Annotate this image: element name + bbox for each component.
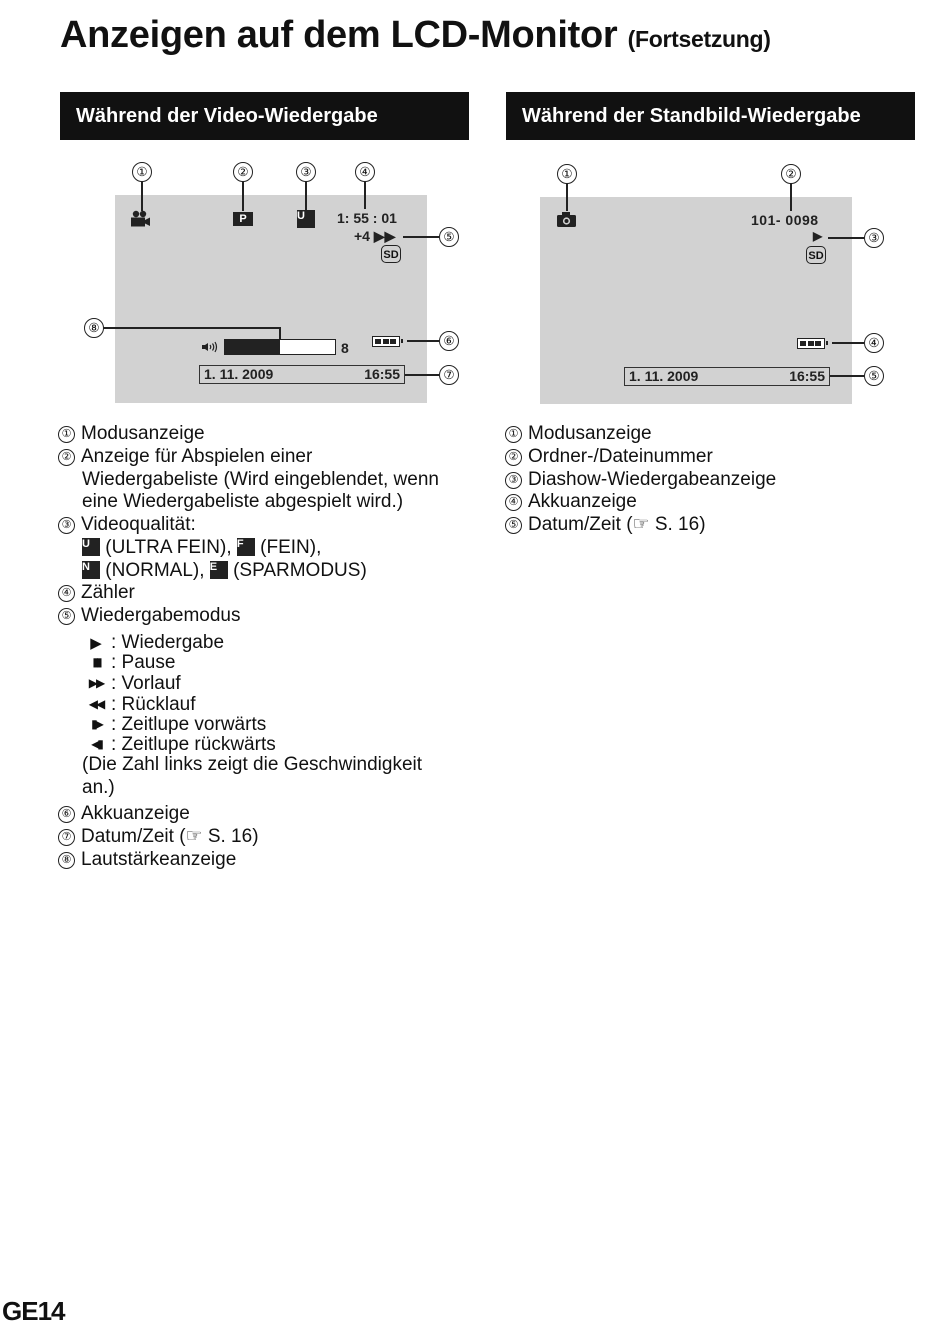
title-main: Anzeigen auf dem LCD-Monitor: [60, 14, 618, 56]
list-item-cont: eine Wiedergabeliste abgespielt wird.): [82, 491, 404, 512]
page-number: GE14: [2, 1296, 65, 1326]
date-time-box: [624, 367, 830, 386]
still-callout-5: ⑤: [864, 366, 884, 386]
list-item: ② Ordner-/Dateinummer: [505, 446, 713, 469]
list-item: ⑥ Akkuanzeige: [58, 803, 190, 826]
video-camera-icon: [129, 210, 151, 228]
leader-line: [305, 181, 307, 211]
list-item: ① Modusanzeige: [58, 423, 205, 446]
mode-label: : Pause: [111, 652, 176, 673]
slow-rewind-icon: ◀▮: [91, 737, 101, 751]
rewind-icon: ◀◀: [88, 697, 104, 711]
leader-line: [790, 183, 792, 211]
page-title: [60, 14, 771, 57]
date: 1. 11. 2009: [204, 366, 274, 382]
volume-level: 8: [341, 340, 349, 356]
leader-line: [832, 342, 864, 344]
leader-line: [141, 181, 143, 211]
play-icon: ▶: [90, 635, 102, 652]
still-callout-1: ①: [557, 164, 577, 184]
list-item: ⑦ Datum/Zeit (☞ S. 16): [58, 826, 259, 849]
time: 16:55: [789, 368, 825, 384]
volume-bar: [224, 339, 336, 355]
still-callout-2: ②: [781, 164, 801, 184]
time: 16:55: [364, 366, 400, 382]
list-item: ③ Diashow-Wiedergabeanzeige: [505, 469, 776, 492]
callout-8: ⑧: [84, 318, 104, 338]
mode-label: : Rücklauf: [111, 694, 196, 715]
slow-forward-icon: ▮▶: [91, 717, 101, 731]
callout-1: ①: [132, 162, 152, 182]
still-playback-heading: Während der Standbild-Wiedergabe: [506, 92, 915, 140]
camera-icon: [556, 211, 577, 228]
leader-line: [405, 374, 439, 376]
speed-note: (Die Zahl links zeigt die Geschwindigkeit: [82, 754, 423, 775]
callout-6: ⑥: [439, 331, 459, 351]
leader-line: [407, 340, 439, 342]
counter: 1: 55 : 01: [337, 210, 397, 226]
list-item: ① Modusanzeige: [505, 423, 652, 446]
sd-card-icon: SD: [381, 245, 401, 263]
sd-card-icon: SD: [806, 246, 826, 264]
video-playback-heading: Während der Video-Wiedergabe: [60, 92, 469, 140]
quality-ultra-fine-icon: U: [82, 538, 100, 556]
callout-3: ③: [296, 162, 316, 182]
leader-line: [830, 375, 864, 377]
list-item: ② Anzeige für Abspielen einer: [58, 446, 312, 469]
leader-line: [102, 327, 280, 329]
quality-line-2: N (NORMAL), E (SPARMODUS): [82, 560, 367, 581]
battery-icon: [797, 338, 825, 349]
leader-line: [403, 236, 439, 238]
mode-label: : Zeitlupe vorwärts: [111, 714, 267, 735]
playlist-indicator: P: [233, 212, 253, 226]
leader-line: [364, 181, 366, 209]
speed-note-cont: an.): [82, 777, 115, 798]
pause-icon: ▮▮: [92, 655, 100, 669]
callout-7: ⑦: [439, 365, 459, 385]
mode-label: : Wiedergabe: [111, 632, 225, 653]
list-item: ③ Videoqualität:: [58, 514, 196, 537]
fast-forward-icon: ▶▶: [88, 676, 104, 690]
slideshow-indicator: ▶: [813, 229, 823, 243]
playback-mode: +4 ▶▶: [354, 228, 396, 244]
title-suffix: (Fortsetzung): [627, 26, 771, 52]
list-item: ⑧ Lautstärkeanzeige: [58, 849, 236, 872]
leader-line: [828, 237, 864, 239]
quality-ultra-fine-icon: U: [297, 210, 315, 228]
quality-normal-icon: N: [82, 561, 100, 579]
list-item: ⑤ Wiedergabemodus: [58, 605, 240, 628]
quality-line-1: U (ULTRA FEIN), F (FEIN),: [82, 537, 322, 558]
folder-file-number: 101- 0098: [751, 212, 819, 228]
date-time-box: [199, 365, 405, 384]
callout-4: ④: [355, 162, 375, 182]
list-item-cont: Wiedergabeliste (Wird eingeblendet, wenn: [82, 469, 439, 490]
battery-icon: [372, 336, 400, 347]
speaker-icon: [202, 341, 218, 353]
callout-5: ⑤: [439, 227, 459, 247]
leader-line: [242, 181, 244, 211]
list-item: ④ Akkuanzeige: [505, 491, 637, 514]
mode-label: : Zeitlupe rückwärts: [111, 734, 276, 755]
volume-bar-fill: [225, 340, 280, 354]
leader-line: [279, 327, 281, 339]
list-item: ⑤ Datum/Zeit (☞ S. 16): [505, 514, 706, 537]
still-callout-4: ④: [864, 333, 884, 353]
callout-2: ②: [233, 162, 253, 182]
quality-fine-icon: F: [237, 538, 255, 556]
list-item: ④ Zähler: [58, 582, 135, 605]
mode-label: : Vorlauf: [111, 673, 181, 694]
still-callout-3: ③: [864, 228, 884, 248]
leader-line: [566, 183, 568, 211]
date: 1. 11. 2009: [629, 368, 699, 384]
quality-economy-icon: E: [210, 561, 228, 579]
